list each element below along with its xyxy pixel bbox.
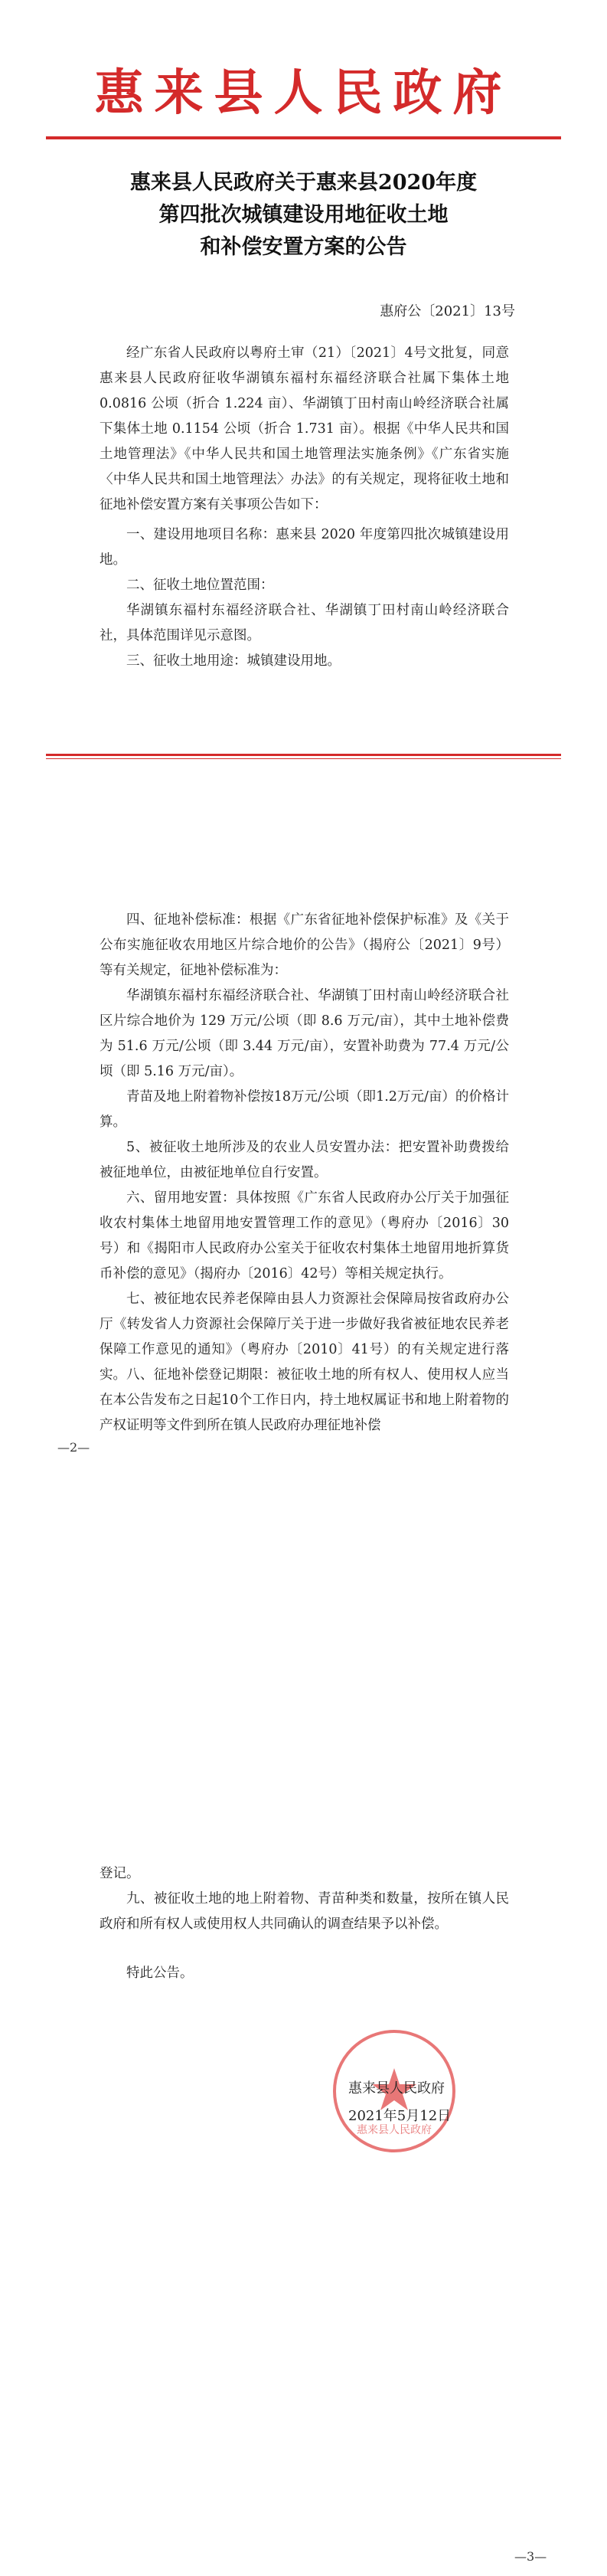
title-line-3: 和补偿安置方案的公告 <box>200 235 407 259</box>
closing-text: 特此公告。 <box>126 1966 194 1981</box>
item-7: 七、被征地农民养老保障由县人力资源社会保障局按省政府办公厅《转发省人力资源社会保障厅关于进一步做好我省被征地农民养老保障工作意见的通知》（粤府办〔2010〕41号）的有关规定进行落实。 <box>100 1291 509 1383</box>
item-2: 二、征收土地位置范围： <box>126 578 274 593</box>
intro-paragraph: 经广东省人民政府以粤府土审（21）〔2021〕4号文批复，同意惠来县人民政府征收华湖镇东福村东福经济联合社属下集体土地 0.0816 公顷（折合 1.224 亩）、华湖镇丁田村南山岭经济联合社属下集体土地 0.1154 公顷（折合 1.731 亩）。根据《中华人民共和国土地管理法》《中华人民共和国土地管理法实施条例》《广东省实施〈中华人民共和国土地管理法〉办法》的有关规定，现将征收土地和征地补偿安置方案有关事项公告如下： <box>100 345 509 512</box>
item-6: 六、留用地安置：具体按照《广东省人民政府办公厅关于加强征收农村集体土地留用地安置管理工作的意见》（粤府办〔2016〕30号）和《揭阳市人民政府办公室关于征收农村集体土地留用地折算货币补偿的意见》（揭府办〔2016〕42号）等相关规定执行。 <box>100 1190 509 1281</box>
item-9: 九、被征收土地的地上附着物、青苗种类和数量，按所在镇人民政府和所有权人或使用权人共同确认的调查结果予以补偿。 <box>100 1891 509 1932</box>
masthead: 惠来县人民政府 <box>94 64 513 122</box>
red-divider-top <box>46 136 561 139</box>
item-4-detail: 华湖镇东福村东福经济联合社、华湖镇丁田村南山岭经济联合社区片综合地价为 129 万元/公顷（即 8.6 万元/亩），其中土地补偿费为 51.6 万元/公顷（即 3.44 万元/亩），安置补助费为 77.4 万元/公顷（即 5.16 万元/亩）。 <box>100 988 509 1079</box>
item-2-detail: 华湖镇东福村东福经济联合社、华湖镇丁田村南山岭经济联合社，具体范围详见示意图。 <box>100 603 509 643</box>
seal-text: 惠来县人民政府 <box>357 2124 432 2136</box>
item-8: 八、征地补偿登记期限：被征收土地的所有权人、使用权人应当在本公告发布之日起10个工作日内，持土地权属证书和地上附着物的产权证明等文件到所在镇人民政府办理征地补偿 <box>100 1367 509 1433</box>
item-1: 一、建设用地项目名称：惠来县 2020 年度第四批次城镇建设用地。 <box>100 527 509 568</box>
document-number: 惠府公〔2021〕13号 <box>380 303 515 319</box>
title-line-1: 惠来县人民政府关于惠来县2020年度 <box>129 171 478 195</box>
item-4: 四、征地补偿标准：根据《广东省征地补偿保护标准》及《关于公布实施征收农用地区片综合地价的公告》（揭府公〔2021〕9号）等有关规定，征地补偿标准为： <box>100 912 509 978</box>
item-4-crops: 青苗及地上附着物补偿按18万元/公顷（即1.2万元/亩）的价格计算。 <box>100 1089 509 1130</box>
item-3: 三、征收土地用途：城镇建设用地。 <box>126 653 341 669</box>
item-5: 5、被征收土地所涉及的农业人员安置办法：把安置补助费拨给被征地单位，由被征地单位自行安置。 <box>100 1140 509 1180</box>
issue-date: 2021年5月12日 <box>348 2108 452 2124</box>
item-8-continued: 登记。 <box>100 1866 140 1881</box>
page-number-3: —3— <box>514 2549 547 2564</box>
red-divider-bottom-1 <box>46 754 561 756</box>
red-divider-bottom-2 <box>46 758 561 759</box>
title-line-2: 第四批次城镇建设用地征收土地 <box>158 203 449 227</box>
issuer-name: 惠来县人民政府 <box>348 2080 445 2096</box>
page-number-2: —2— <box>57 1440 90 1455</box>
